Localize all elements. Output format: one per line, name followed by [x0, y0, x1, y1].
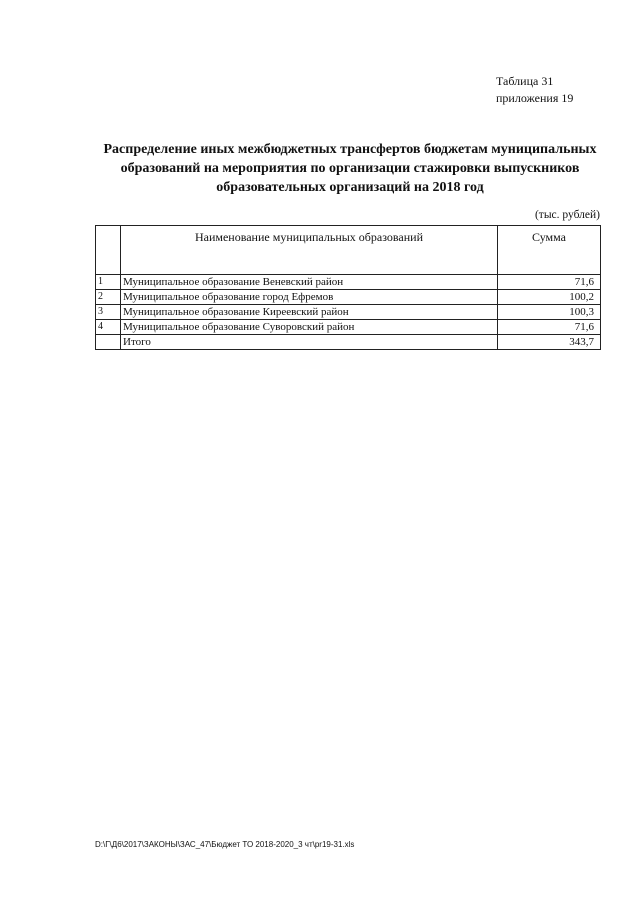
title-line-1: Распределение иных межбюджетных трансфертов бюджетам муниципальных [103, 142, 597, 157]
table-reference [496, 73, 573, 107]
table-header-row [96, 226, 601, 275]
row-sum: 100,3 [498, 305, 601, 320]
title-line-2: образований на мероприятия по организации стажировки выпускников [120, 161, 580, 176]
total-number [96, 335, 121, 350]
total-sum: 343,7 [498, 335, 601, 350]
row-sum: 100,2 [498, 290, 601, 305]
table-number: Таблица 31 [496, 74, 554, 88]
header-sum: Сумма [498, 226, 601, 275]
document-title [90, 140, 610, 197]
table-row [96, 305, 601, 320]
header-number [96, 226, 121, 275]
total-row [96, 335, 601, 350]
row-number: 3 [96, 305, 121, 320]
row-sum: 71,6 [498, 275, 601, 290]
header-name: Наименование муниципальных образований [121, 226, 498, 275]
table-row [96, 290, 601, 305]
units-label: (тыс. рублей) [534, 209, 600, 221]
row-number: 1 [96, 275, 121, 290]
row-name: Муниципальное образование Веневский район [121, 275, 498, 290]
total-label: Итого [121, 335, 498, 350]
row-number: 4 [96, 320, 121, 335]
table-row [96, 275, 601, 290]
row-number: 2 [96, 290, 121, 305]
file-path-footer: D:\Г\Д6\2017\ЗАКОНЫ\ЗАС_47\Бюджет ТО 2018-2020_3 чт\pr19-31.xls [95, 840, 355, 849]
distribution-table [95, 225, 601, 350]
table-row [96, 320, 601, 335]
row-name: Муниципальное образование Киреевский район [121, 305, 498, 320]
row-sum: 71,6 [498, 320, 601, 335]
appendix-number: приложения 19 [496, 91, 574, 105]
row-name: Муниципальное образование город Ефремов [121, 290, 498, 305]
title-line-3: образовательных организаций на 2018 год [216, 180, 484, 195]
row-name: Муниципальное образование Суворовский район [121, 320, 498, 335]
